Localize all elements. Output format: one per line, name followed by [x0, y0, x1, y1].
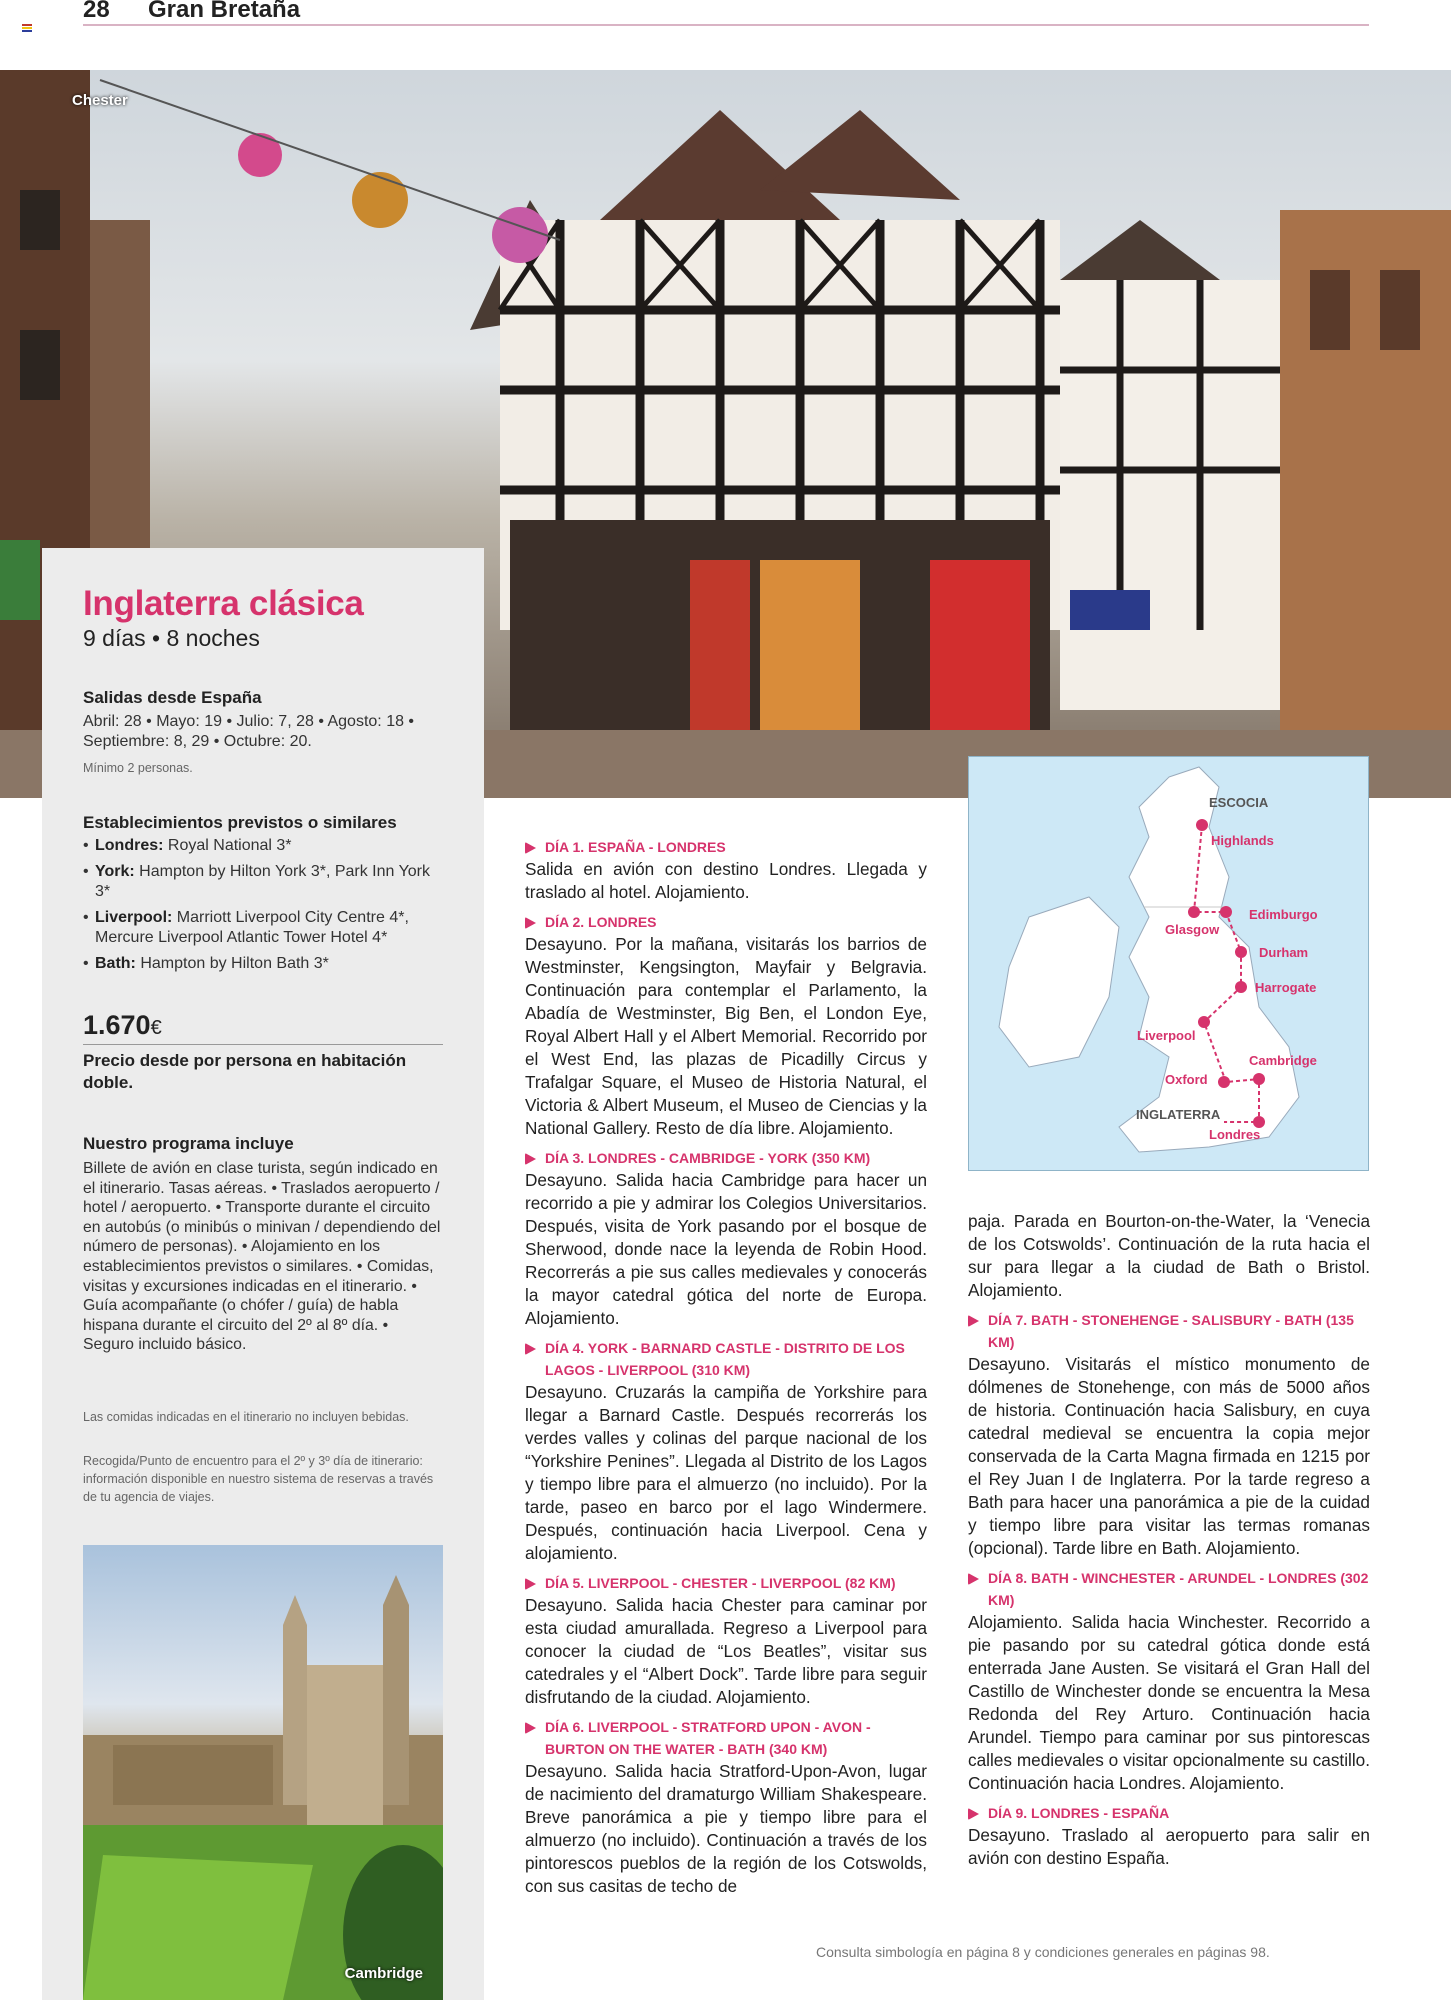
hotel-names: Royal National 3*	[167, 837, 292, 854]
day-heading: DÍA 5. LIVERPOOL - CHESTER - LIVERPOOL (82 KM)	[525, 1572, 927, 1594]
hotel-city: Bath:	[95, 955, 136, 972]
day-heading: DÍA 9. LONDRES - ESPAÑA	[968, 1802, 1370, 1824]
hotel-names: Hampton by Hilton York 3*, Park Inn York 3*	[95, 863, 431, 900]
hotels-list	[83, 836, 443, 980]
footer-note: Consulta simbología en página 8 y condiciones generales en páginas 98.	[816, 1944, 1270, 1960]
price-note: Precio desde por persona en habitación doble.	[83, 1051, 407, 1092]
hotel-names: Hampton by Hilton Bath 3*	[140, 955, 329, 972]
day-text: Desayuno. Salida hacia Cambridge para hacer un recorrido a pie y admirar los Colegios Universitarios. Después, visita de York pasando por el bosque de Sherwood, donde nace la leyenda de Robin Hood. Recorrerás a pie sus calles medievales y conocerás la mayor catedral gótica del norte de Europa. Alojamiento.	[525, 1170, 927, 1328]
day-text: Alojamiento. Salida hacia Winchester. Recorrido a pie pasando por su catedral gótica donde está enterrada Jane Austen. Se visitará el Gran Hall del Castillo de Winchester donde se encuentra la Mesa Redonda del Rey Arturo. Continuación hacia Arundel. Tiempo para caminar por sus pintorescas calles medievales o visitar opcionalmente su castillo. Continuación hacia Londres. Alojamiento.	[968, 1612, 1370, 1793]
itinerary-column-2	[968, 1210, 1370, 1870]
map-label-londres: Londres	[1209, 1127, 1261, 1142]
map-label-oxford: Oxford	[1165, 1072, 1208, 1087]
map-label-escocia: ESCOCIA	[1209, 795, 1269, 810]
cambridge-illustration	[83, 1545, 443, 2000]
includes-heading: Nuestro programa incluye	[83, 1134, 294, 1153]
map-label-harrogate: Harrogate	[1255, 980, 1317, 995]
tour-duration: 9 días • 8 noches	[83, 625, 260, 651]
day-heading: DÍA 7. BATH - STONEHENGE - SALISBURY - BATH (135 KM)	[968, 1309, 1370, 1353]
map-label-cambridge: Cambridge	[1249, 1053, 1317, 1068]
map-label-edimburgo: Edimburgo	[1249, 907, 1318, 922]
departures-minimum: Mínimo 2 personas.	[83, 761, 193, 775]
header-rule	[83, 24, 1369, 26]
map-label-liverpool: Liverpool	[1137, 1028, 1196, 1043]
day-heading: DÍA 3. LONDRES - CAMBRIDGE - YORK (350 KM)	[525, 1147, 927, 1169]
day-heading: DÍA 6. LIVERPOOL - STRATFORD UPON - AVON - BURTON ON THE WATER - BATH (340 KM)	[525, 1716, 927, 1760]
note-pickup: Recogida/Punto de encuentro para el 2º y 3º día de itinerario: información disponible en nuestro sistema de reservas a través de tu agencia de viajes.	[83, 1454, 434, 1504]
departures-dates: Abril: 28 • Mayo: 19 • Julio: 7, 28 • Agosto: 18 • Septiembre: 8, 29 • Octubre: 20.	[83, 713, 415, 750]
departures-heading: Salidas desde España	[83, 688, 262, 707]
day-text: Desayuno. Visitarás el místico monumento de dólmenes de Stonehenge, con más de 5000 años de historia. Continuación hacia Salisbury, en cuya catedral medieval se encuentra la copia mejor conservada de la Carta Magna firmada en 1215 por el Rey Juan I de Inglaterra. Por la tarde regreso a Bath para hacer una panorámica a pie de la cuidad y tiempo libre para visitar las termas romanas (opcional). Tarde libre en Bath. Alojamiento.	[968, 1354, 1370, 1558]
includes-text: Billete de avión en clase turista, según indicado en el itinerario. Tasas aéreas. • Traslados aeropuerto / hotel / aeropuerto. • Transporte durante el circuito en autobús (o minibús o minivan / dependiendo del número de personas). • Alojamiento en los establecimientos previstos o similares. • Comidas, visitas y excursiones indicadas en el itinerario. • Guía acompañante (o chófer / guía) de habla hispana durante el circuito del 2º al 8º día. • Seguro incluido básico.	[83, 1160, 441, 1354]
hotels-heading: Establecimientos previstos o similares	[83, 813, 397, 832]
hotel-city: Liverpool:	[95, 909, 173, 926]
hotel-names: Marriott Liverpool City Centre 4*, Mercure Liverpool Atlantic Tower Hotel 4*	[95, 909, 409, 946]
photo-caption: Cambridge	[344, 1965, 423, 1982]
day-text: Desayuno. Cruzarás la campiña de Yorkshire para llegar a Barnard Castle. Después recorrerás los verdes valles y colinas del parque nacional de los “Yorkshire Penines”. Llegada al Distrito de los Lagos y tiempo libre para el almuerzo (no incluido). Por la tarde, paseo en barco por el lago Windermere. Después, continuación hacia Liverpool. Cena y alojamiento.	[525, 1382, 927, 1563]
map-label-glasgow: Glasgow	[1165, 922, 1220, 937]
section-title: Gran Bretaña	[148, 0, 301, 23]
list-item	[83, 836, 443, 856]
day-text: paja. Parada en Bourton-on-the-Water, la ‘Venecia de los Cotswolds’. Continuación de la ruta hacia el sur para llegar a la ciudad de Bath o Bristol. Alojamiento.	[968, 1211, 1370, 1300]
day-heading: DÍA 8. BATH - WINCHESTER - ARUNDEL - LONDRES (302 KM)	[968, 1567, 1370, 1611]
day-text: Desayuno. Por la mañana, visitarás los barrios de Westminster, Kengsington, Mayfair y Belgravia. Continuación para contemplar el Parlamento, la Abadía de Westminster, Big Ben, el London Eye, Royal Albert Hall y el Albert Memorial. Recorrido por el West End, las plazas de Picadilly Circus y Trafalgar Square, el Museo de Historia Natural, el Victoria & Albert Museum, el Museo de Ciencias y la National Gallery. Resto de día libre. Alojamiento.	[525, 934, 927, 1138]
day-text: Desayuno. Salida hacia Stratford-Upon-Avon, lugar de nacimiento del dramaturgo William Shakespeare. Breve panorámica a pie y tiempo libre para el almuerzo (no incluido). Continuación a través de los pintorescos pueblos de la región de los Cotswolds, con sus casitas de techo de	[525, 1761, 927, 1896]
page-header	[0, 0, 1451, 30]
map-label-durham: Durham	[1259, 945, 1309, 960]
page-number: 28	[83, 0, 110, 23]
tour-title: Inglaterra clásica	[83, 584, 364, 623]
day-heading: DÍA 4. YORK - BARNARD CASTLE - DISTRITO DE LOS LAGOS - LIVERPOOL (310 KM)	[525, 1337, 927, 1381]
map-label-inglaterra: INGLATERRA	[1136, 1107, 1221, 1122]
price-divider	[83, 1044, 443, 1045]
price-currency: €	[150, 1017, 162, 1039]
hero-caption: Chester	[72, 92, 128, 109]
photo-cambridge	[83, 1545, 443, 2000]
price	[83, 1010, 162, 1041]
flag-icon	[22, 24, 32, 31]
itinerary-column-1	[525, 836, 927, 1898]
list-item	[83, 862, 443, 902]
day-text: Desayuno. Salida hacia Chester para caminar por esta ciudad amurallada. Regreso a Liverpool para conocer la ciudad de “Los Beatles”, visitar sus catedrales y el “Albert Dock”. Tarde libre para seguir disfrutando de la ciudad. Alojamiento.	[525, 1595, 927, 1707]
day-heading: DÍA 1. ESPAÑA - LONDRES	[525, 836, 927, 858]
route-map	[968, 756, 1369, 1171]
hotel-city: York:	[95, 863, 135, 880]
day-heading: DÍA 2. LONDRES	[525, 911, 927, 933]
price-amount: 1.670	[83, 1010, 151, 1040]
hotel-city: Londres:	[95, 837, 164, 854]
map-label-highlands: Highlands	[1211, 833, 1274, 848]
day-text: Desayuno. Traslado al aeropuerto para salir en avión con destino España.	[968, 1825, 1370, 1868]
list-item	[83, 908, 443, 948]
day-text: Salida en avión con destino Londres. Llegada y traslado al hotel. Alojamiento.	[525, 859, 927, 902]
list-item	[83, 954, 443, 974]
note-meals: Las comidas indicadas en el itinerario no incluyen bebidas.	[83, 1410, 409, 1424]
